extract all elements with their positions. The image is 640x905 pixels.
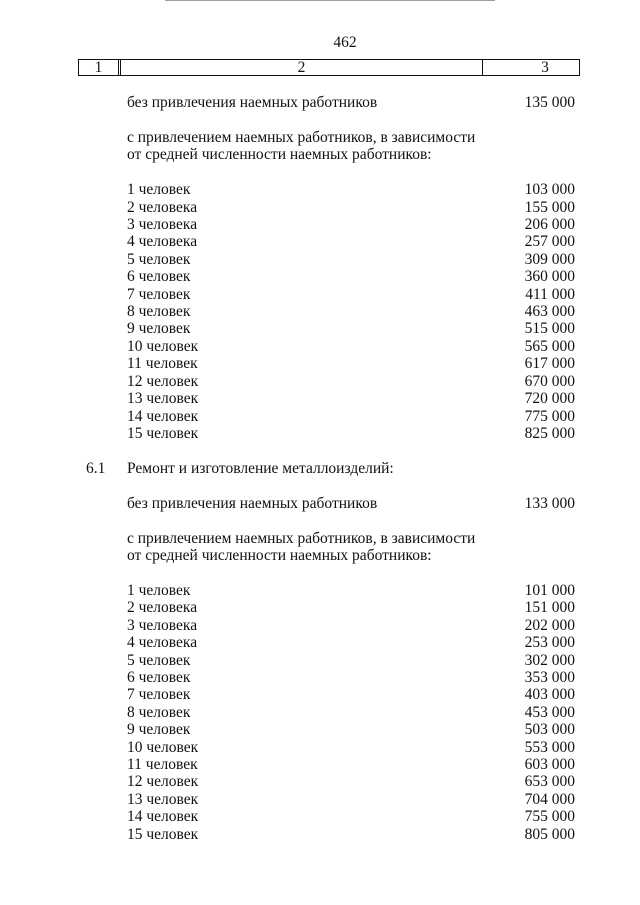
rate-row: [0, 791, 640, 808]
rate-amount: 603 000: [524, 756, 575, 774]
document-body: [0, 94, 640, 843]
rate-label: 4 человека: [127, 634, 198, 652]
with-workers-heading: [0, 530, 640, 547]
rate-label: 9 человек: [127, 320, 191, 338]
without-workers-row: [0, 94, 640, 111]
rate-row: [0, 286, 640, 303]
rate-label: 6 человек: [127, 268, 191, 286]
rate-row: [0, 181, 640, 198]
rate-row: [0, 408, 640, 425]
rate-amount: 151 000: [524, 599, 575, 617]
rate-label: 10 человек: [127, 738, 199, 756]
rate-label: 3 человека: [127, 215, 198, 233]
rate-label: 13 человек: [127, 390, 199, 408]
rate-amount: 565 000: [524, 337, 575, 355]
rate-amount: 302 000: [524, 651, 575, 669]
rate-amount: 103 000: [524, 181, 575, 199]
rate-row: [0, 373, 640, 390]
rate-row: [0, 686, 640, 703]
rate-row: [0, 773, 640, 790]
rate-label: 10 человек: [127, 337, 199, 355]
rate-row: [0, 599, 640, 616]
rate-label: 13 человек: [127, 790, 199, 808]
rate-label: 2 человека: [127, 198, 198, 216]
rate-row: [0, 739, 640, 756]
rate-amount: 360 000: [524, 268, 575, 286]
rate-label: 14 человек: [127, 808, 199, 826]
rate-label: 7 человек: [127, 285, 191, 303]
rate-row: [0, 216, 640, 233]
top-divider: [165, 0, 495, 1]
rate-amount: 101 000: [524, 581, 575, 599]
rate-amount: 257 000: [524, 233, 575, 251]
rate-label: 15 человек: [127, 825, 199, 843]
without-workers-row: [0, 495, 640, 512]
rate-amount: 653 000: [524, 773, 575, 791]
rate-amount: 825 000: [524, 425, 575, 443]
rate-label: 8 человек: [127, 303, 191, 321]
rate-amount: 353 000: [524, 668, 575, 686]
rate-row: [0, 669, 640, 686]
column-header-3: 3: [541, 59, 549, 76]
column-header-row: [78, 59, 580, 76]
rate-label: 5 человек: [127, 250, 191, 268]
rate-label: 3 человека: [127, 616, 198, 634]
rate-row: [0, 320, 640, 337]
column-header-1: 1: [79, 60, 121, 75]
rate-row: [0, 303, 640, 320]
rate-amount: 553 000: [524, 738, 575, 756]
with-workers-text-line1: с привлечением наемных работников, в зависимости: [127, 529, 476, 547]
rate-label: 11 человек: [127, 355, 198, 373]
section-number: 6.1: [86, 459, 106, 477]
rate-row: [0, 826, 640, 843]
rate-row: [0, 652, 640, 669]
spacer: [0, 164, 640, 181]
rate-row: [0, 233, 640, 250]
rate-label: 7 человек: [127, 686, 191, 704]
rate-amount: 206 000: [524, 215, 575, 233]
with-workers-text-line2: от средней численности наемных работников:: [127, 146, 432, 164]
rate-row: [0, 721, 640, 738]
rate-label: 2 человека: [127, 599, 198, 617]
column-header-2: 2: [121, 60, 483, 75]
rate-label: 6 человек: [127, 668, 191, 686]
spacer: [0, 564, 640, 581]
spacer: [0, 111, 640, 128]
rate-amount: 463 000: [524, 303, 575, 321]
rate-row: [0, 425, 640, 442]
rate-amount: 720 000: [524, 390, 575, 408]
rate-row: [0, 268, 640, 285]
rate-row: [0, 355, 640, 372]
rate-row: [0, 808, 640, 825]
rate-amount: 411 000: [525, 285, 575, 303]
rate-row: [0, 756, 640, 773]
rate-label: 12 человек: [127, 372, 199, 390]
rate-amount: 503 000: [524, 721, 575, 739]
rate-label: 11 человек: [127, 756, 198, 774]
rate-row: [0, 199, 640, 216]
rate-amount: 775 000: [524, 407, 575, 425]
rate-amount: 617 000: [524, 355, 575, 373]
rate-row: [0, 582, 640, 599]
rate-row: [0, 704, 640, 721]
rate-row: [0, 338, 640, 355]
rate-row: [0, 634, 640, 651]
rate-amount: 515 000: [524, 320, 575, 338]
without-workers-label: без привлечения наемных работников: [127, 94, 378, 111]
rate-label: 9 человек: [127, 721, 191, 739]
rate-amount: 309 000: [524, 250, 575, 268]
rate-row: [0, 390, 640, 407]
rate-label: 1 человек: [127, 581, 191, 599]
rate-label: 8 человек: [127, 703, 191, 721]
without-workers-amount: 135 000: [524, 94, 575, 111]
rate-amount: 805 000: [524, 825, 575, 843]
rate-label: 5 человек: [127, 651, 191, 669]
rate-row: [0, 251, 640, 268]
with-workers-heading: [0, 146, 640, 163]
spacer: [0, 442, 640, 459]
rate-amount: 253 000: [524, 634, 575, 652]
rate-amount: 202 000: [524, 616, 575, 634]
rate-row: [0, 617, 640, 634]
rate-amount: 755 000: [524, 808, 575, 826]
with-workers-text-line2: от средней численности наемных работников:: [127, 546, 432, 564]
spacer: [0, 512, 640, 529]
rate-amount: 403 000: [524, 686, 575, 704]
rate-amount: 155 000: [524, 198, 575, 216]
rate-label: 14 человек: [127, 407, 199, 425]
rate-amount: 704 000: [524, 790, 575, 808]
page-number: 462: [333, 34, 357, 51]
with-workers-text-line1: с привлечением наемных работников, в зависимости: [127, 128, 476, 146]
rate-amount: 670 000: [524, 372, 575, 390]
without-workers-label: без привлечения наемных работников: [127, 494, 378, 512]
section-title: Ремонт и изготовление металлоизделий:: [127, 459, 394, 477]
rate-label: 15 человек: [127, 425, 199, 443]
rate-label: 1 человек: [127, 181, 191, 199]
with-workers-heading: [0, 547, 640, 564]
spacer: [0, 477, 640, 494]
without-workers-amount: 133 000: [524, 494, 575, 512]
rate-amount: 453 000: [524, 703, 575, 721]
rate-label: 4 человека: [127, 233, 198, 251]
section-heading: [0, 460, 640, 477]
rate-label: 12 человек: [127, 773, 199, 791]
with-workers-heading: [0, 129, 640, 146]
